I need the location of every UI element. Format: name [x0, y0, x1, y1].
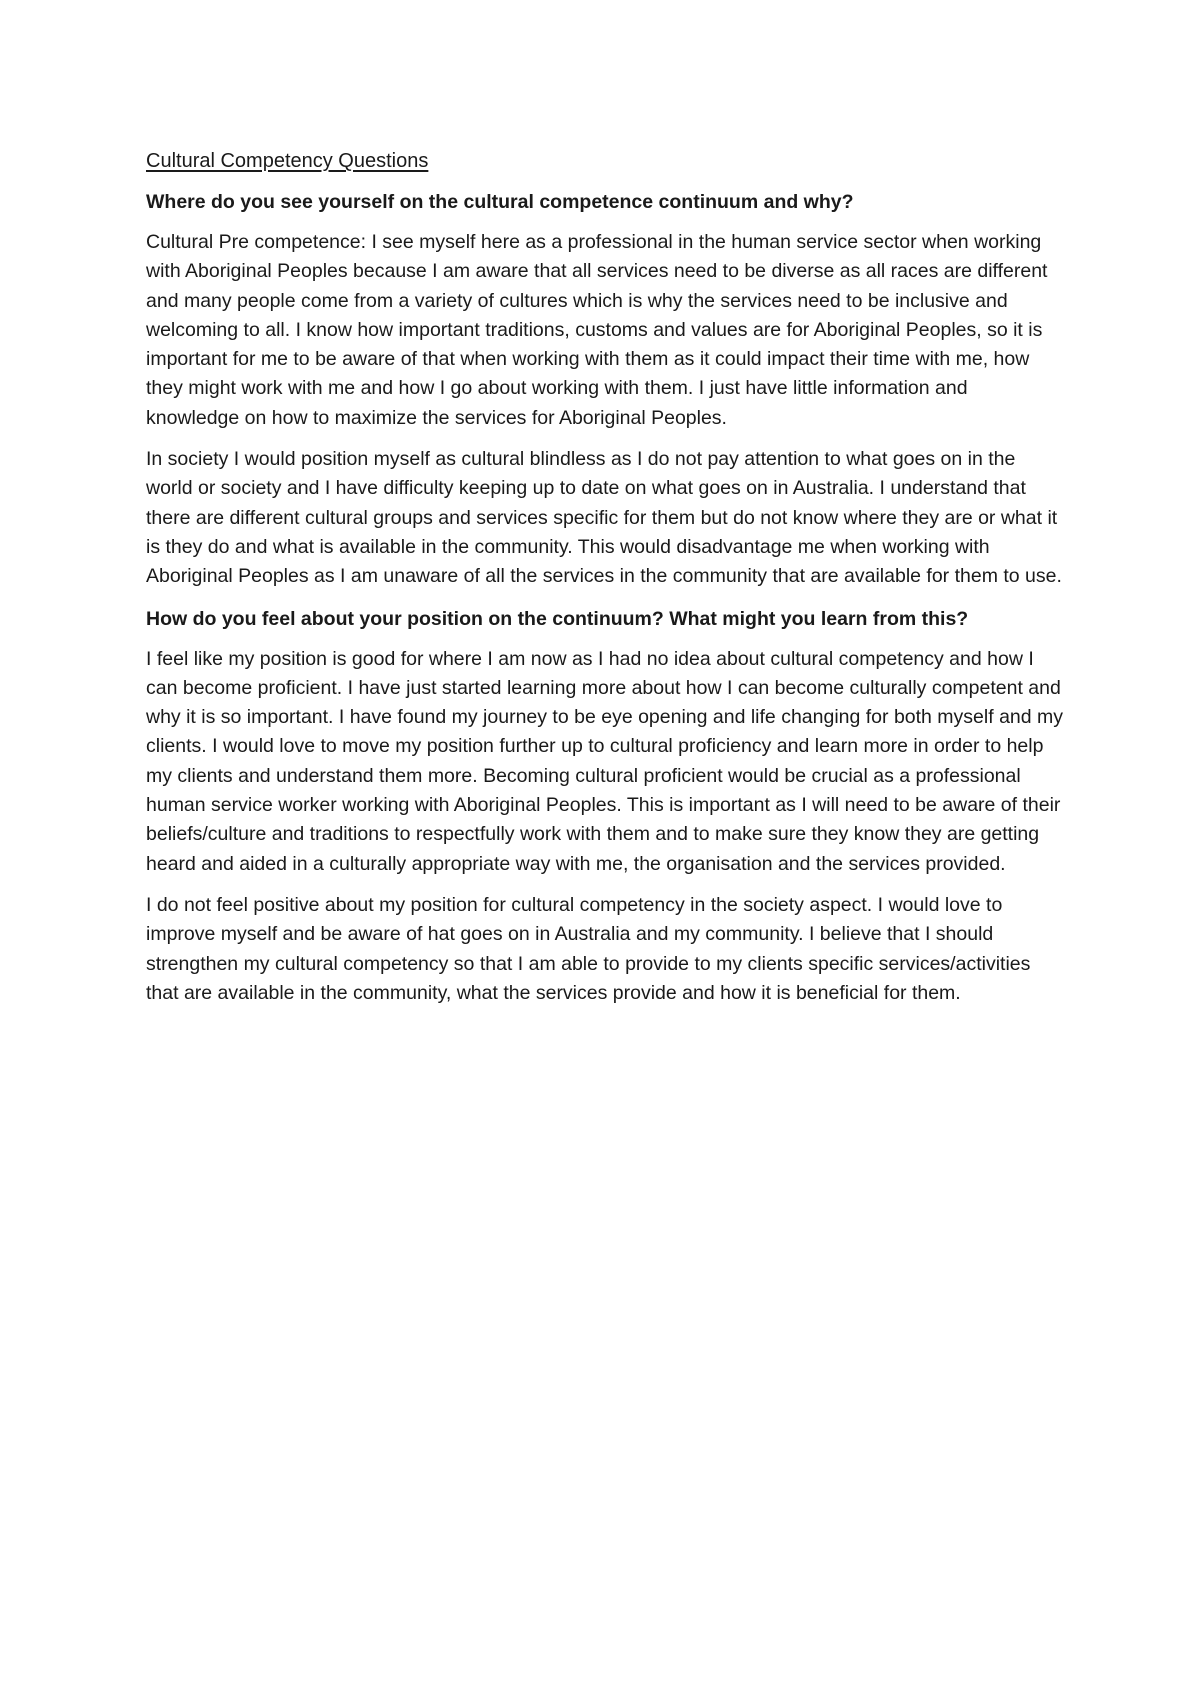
- question-heading: How do you feel about your position on the continuum? What might you learn from this?: [146, 607, 969, 630]
- document-body: [146, 146, 1066, 1020]
- question-heading: Where do you see yourself on the cultural competence continuum and why?: [146, 191, 854, 213]
- answer-paragraph: I do not feel positive about my position for cultural competency in the society aspect. I would love to improve myself and be aware of hat goes on in Australia and my community. I believe that I should strengthen my cultural competency so that I am able to provide to my clients specific services/activities that are available in the community, what the services provide and how it is beneficial for them.: [146, 893, 1031, 1004]
- section-feelings-learning: [146, 604, 1066, 1009]
- document-title: Cultural Competency Questions: [146, 150, 429, 172]
- answer-paragraph: In society I would position myself as cultural blindless as I do not pay attention to what goes on in the world or society and I have difficulty keeping up to date on what goes on in Australia. I understand that there are different cultural groups and services specific for them but do not know where they are or what it is they do and what is available in the community. This would disadvantage me when working with Aboriginal Peoples as I am unaware of all the services in the community that are available for them to use.: [146, 448, 1062, 588]
- answer-paragraph: Cultural Pre competence: I see myself here as a professional in the human service sector when working with Aboriginal Peoples because I am aware that all services need to be diverse as all races are different and many people come from a variety of cultures which is why the services need to be inclusive and welcoming to all. I know how important traditions, customs and values are for Aboriginal Peoples, so it is important for me to be aware of that when working with them as it could impact their time with me, how they might work with me and how I go about working with them. I just have little information and knowledge on how to maximize the services for Aboriginal Peoples.: [146, 231, 1048, 429]
- answer-paragraph: I feel like my position is good for where I am now as I had no idea about cultural competency and how I can become proficient. I have just started learning more about how I can become culturally competent and why it is so important. I have found my journey to be eye opening and life changing for both myself and my clients. I would love to move my position further up to cultural proficiency and learn more in order to help my clients and understand them more. Becoming cultural proficient would be crucial as a professional human service worker working with Aboriginal Peoples. This is important as I will need to be aware of their beliefs/culture and traditions to respectfully work with them and to make sure they know they are getting heard and aided in a culturally appropriate way with me, the organisation and the services provided.: [146, 647, 1064, 875]
- section-continuum-position: [146, 187, 1066, 592]
